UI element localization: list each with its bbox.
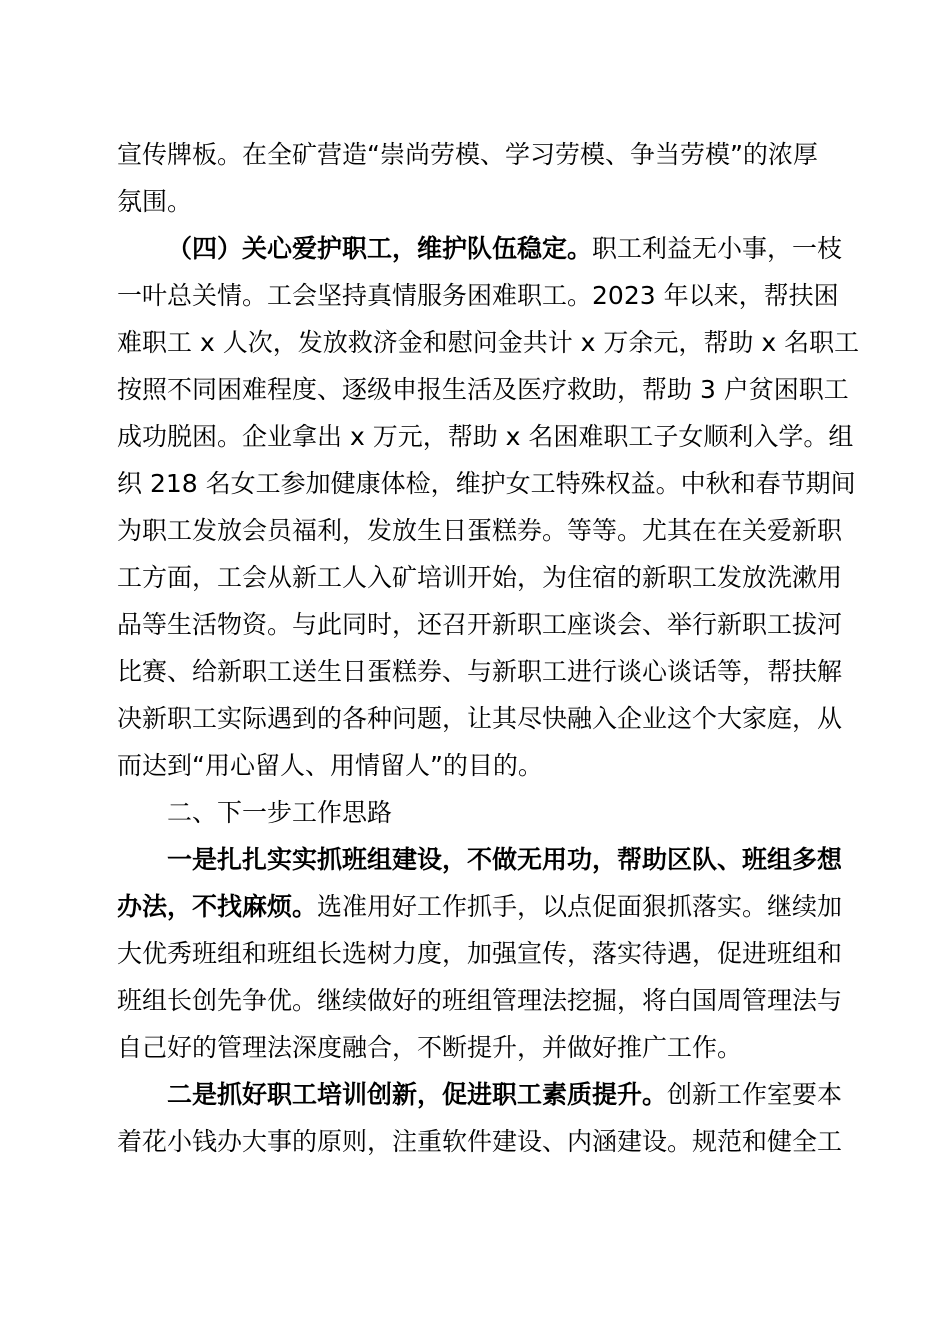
paragraph-4-heading: （四）关心爱护职工，维护队伍稳定。 xyxy=(167,234,593,263)
item-1-text: 选准用好工作抓手，以点促面狠抓落实。继续加 xyxy=(317,892,843,921)
text-line: 氛围。 xyxy=(117,187,193,216)
item-2-line-1 xyxy=(167,1080,867,1110)
text-line: 一叶总关情。工会坚持真情服务困难职工。2023 年以来，帮扶困 xyxy=(117,281,839,310)
text-line: 大优秀班组和班组长选树力度，加强宣传，落实待遇，促进班组和 xyxy=(117,939,843,968)
text-line: 难职工 x 人次，发放救济金和慰问金共计 x 万余元，帮助 x 名职工 xyxy=(117,328,860,357)
item-1-line-2 xyxy=(117,892,843,922)
text-line: 为职工发放会员福利，发放生日蛋糕券。等等。尤其在在关爱新职 xyxy=(117,516,843,545)
text-line: 织 218 名女工参加健康体检，维护女工特殊权益。中秋和春节期间 xyxy=(117,469,856,498)
section-heading: 二、下一步工作思路 xyxy=(167,798,393,827)
text-line: 品等生活物资。与此同时，还召开新职工座谈会、举行新职工拔河 xyxy=(117,610,843,639)
text-line: 工方面，工会从新工人入矿培训开始，为住宿的新职工发放洗漱用 xyxy=(117,563,843,592)
text-line: 班组长创先争优。继续做好的班组管理法挖掘，将白国周管理法与 xyxy=(117,986,843,1015)
item-2-heading: 二是抓好职工培训创新，促进职工素质提升。 xyxy=(167,1080,668,1109)
item-1-heading-end: 办法，不找麻烦。 xyxy=(117,892,318,921)
text-line: 按照不同困难程度、逐级申报生活及医疗救助，帮助 3 户贫困职工 xyxy=(117,375,849,404)
text-line: 宣传牌板。在全矿营造“崇尚劳模、学习劳模、争当劳模”的浓厚 xyxy=(117,140,818,169)
text-line: 着花小钱办大事的原则，注重软件建设、内涵建设。规范和健全工 xyxy=(117,1127,843,1156)
text-line: 而达到“用心留人、用情留人”的目的。 xyxy=(117,751,543,780)
paragraph-4-text: 职工利益无小事，一枝 xyxy=(592,234,843,263)
item-2-text: 创新工作室要本 xyxy=(667,1080,843,1109)
item-1-heading: 一是扎扎实实抓班组建设，不做无用功，帮助区队、班组多想 xyxy=(167,845,843,874)
text-line: 决新职工实际遇到的各种问题，让其尽快融入企业这个大家庭，从 xyxy=(117,704,843,733)
paragraph-4-line-1 xyxy=(167,234,867,264)
text-line: 自己好的管理法深度融合，不断提升，并做好推广工作。 xyxy=(117,1033,743,1062)
text-line: 比赛、给新职工送生日蛋糕券、与新职工进行谈心谈话等，帮扶解 xyxy=(117,657,843,686)
text-line: 成功脱困。企业拿出 x 万元，帮助 x 名困难职工子女顺利入学。组 xyxy=(117,422,854,451)
